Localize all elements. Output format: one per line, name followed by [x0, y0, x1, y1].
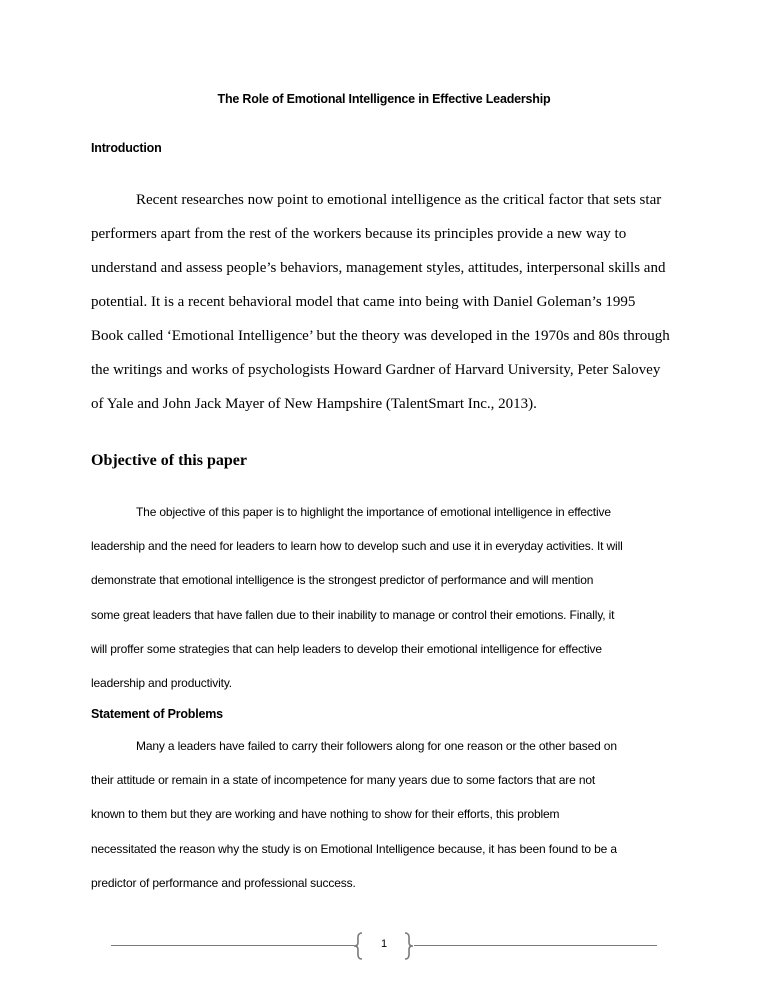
paragraph-line: the writings and works of psychologists Howard Gardner of Harvard University, Peter Salovey [91, 362, 661, 378]
paragraph-line: understand and assess people’s behaviors, management styles, attitudes, interpersonal skills and [91, 260, 666, 276]
footer-left-brace-icon [353, 932, 363, 960]
paragraph-line: necessitated the reason why the study is on Emotional Intelligence because, it has been found to be a [91, 841, 617, 856]
section-heading-statement-of-problems: Statement of Problems [91, 707, 223, 721]
page-number: 1 [380, 938, 388, 950]
paragraph-line: known to them but they are working and have nothing to show for their efforts, this problem [91, 807, 560, 822]
paragraph-line: some great leaders that have fallen due to their inability to manage or control their emotions. Finally, it [91, 607, 615, 622]
paragraph-line: demonstrate that emotional intelligence is the strongest predictor of performance and will mention [91, 573, 594, 588]
paragraph-line: Book called ‘Emotional Intelligence’ but the theory was developed in the 1970s and 80s through [91, 328, 670, 344]
paragraph-statement-of-problems [91, 729, 681, 900]
paragraph-introduction [91, 183, 681, 421]
paragraph-line: predictor of performance and professional success. [91, 875, 356, 890]
section-heading-introduction: Introduction [91, 141, 162, 155]
paragraph-line: their attitude or remain in a state of incompetence for many years due to some factors that are not [91, 773, 596, 788]
footer-right-brace-icon [404, 932, 414, 960]
paragraph-line: performers apart from the rest of the workers because its principles provide a new way to [91, 226, 627, 242]
paragraph-line: potential. It is a recent behavioral model that came into being with Daniel Goleman’s 1995 [91, 294, 636, 310]
paragraph-line: leadership and the need for leaders to learn how to develop such and use it in everyday activities. It will [91, 539, 623, 554]
paragraph-line: leadership and productivity. [91, 675, 232, 690]
footer-rule-right [414, 945, 657, 946]
paragraph-line: will proffer some strategies that can help leaders to develop their emotional intelligence for effective [91, 641, 602, 656]
document-title: The Role of Emotional Intelligence in Effective Leadership [217, 92, 551, 106]
paragraph-line: The objective of this paper is to highlight the importance of emotional intelligence in effective [136, 505, 611, 519]
paragraph-line: Many a leaders have failed to carry their followers along for one reason or the other based on [136, 739, 617, 753]
paragraph-line: of Yale and John Jack Mayer of New Hampshire (TalentSmart Inc., 2013). [91, 396, 537, 412]
paragraph-objective [91, 495, 681, 700]
footer-rule-left [111, 945, 354, 946]
paragraph-line: Recent researches now point to emotional intelligence as the critical factor that sets star [136, 192, 662, 208]
section-heading-objective: Objective of this paper [91, 452, 247, 469]
